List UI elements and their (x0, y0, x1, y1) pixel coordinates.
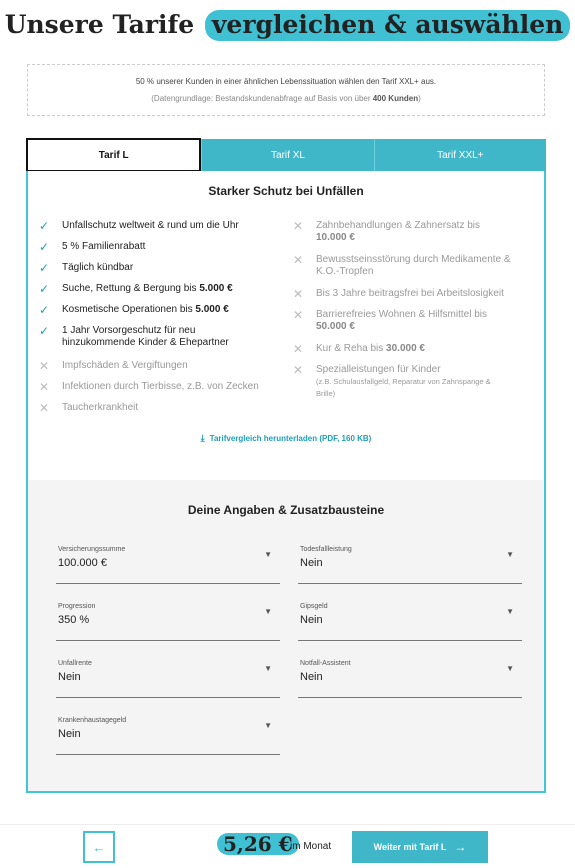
feature-text-part: Suche, Rettung & Bergung bis (62, 283, 200, 294)
feature-text (62, 283, 233, 295)
dropdown-arrow-icon: ▼ (264, 607, 272, 616)
gipsgeld-select[interactable] (298, 603, 522, 641)
dropdown-arrow-icon: ▼ (264, 721, 272, 730)
field-label: Unfallrente (58, 660, 92, 667)
unfallrente-select[interactable] (56, 660, 280, 698)
continue-button[interactable] (352, 831, 488, 863)
feature-text-line1: 1 Jahr Vorsorgeschutz für neu (62, 325, 196, 336)
progression-select[interactable] (56, 603, 280, 641)
cross-icon: ✕ (293, 308, 304, 322)
check-icon: ✓ (39, 261, 50, 275)
price-period: im Monat (290, 841, 332, 852)
feature-text (316, 220, 480, 244)
check-icon: ✓ (39, 219, 50, 233)
tariff-panel (26, 171, 546, 793)
feature-text: Impfschäden & Vergiftungen (62, 360, 188, 371)
cross-icon: ✕ (293, 219, 304, 233)
download-comparison-link[interactable] (28, 433, 544, 444)
field-value: Nein (300, 671, 323, 683)
headline-highlight: vergleichen & auswählen (205, 10, 570, 41)
info-source-prefix: (Datengrundlage: Bestandskundenabfrage auf Basis von über (151, 94, 373, 103)
feature-text: Täglich kündbar (62, 262, 134, 273)
field-value: Nein (58, 728, 81, 740)
download-label: Tarifvergleich herunterladen (PDF, 160 KB) (209, 434, 372, 443)
cross-icon: ✕ (39, 359, 50, 373)
price-footer (0, 824, 575, 868)
monthly-price: 5,26 € (217, 833, 299, 855)
feature-item (293, 364, 538, 404)
feature-amount: 5.000 € (195, 304, 229, 315)
dropdown-arrow-icon: ▼ (264, 550, 272, 559)
tab-tarif-xl[interactable]: Tarif XL (201, 139, 373, 171)
page-headline (0, 10, 575, 39)
info-source (28, 94, 544, 103)
field-label: Progression (58, 603, 96, 610)
field-label: Todesfallleistung (300, 546, 352, 553)
todesfallleistung-select[interactable] (298, 546, 522, 584)
info-source-count: 400 Kunden (372, 94, 419, 103)
dropdown-arrow-icon: ▼ (264, 664, 272, 673)
feature-text-line1: Bewusstseinsstörung durch Medikamente & (316, 254, 511, 265)
info-source-suffix: ) (418, 94, 421, 103)
notfall-assistent-select[interactable] (298, 660, 522, 698)
tab-tarif-l[interactable]: Tarif L (26, 138, 201, 172)
field-label: Krankenhaustagegeld (58, 717, 127, 724)
feature-text (316, 343, 425, 355)
dropdown-arrow-icon: ▼ (506, 664, 514, 673)
cross-icon: ✕ (293, 342, 304, 356)
options-section (28, 480, 544, 791)
field-value: Nein (58, 671, 81, 683)
dropdown-arrow-icon: ▼ (506, 550, 514, 559)
feature-text: Infektionen durch Tierbisse, z.B. von Zecken (62, 381, 259, 392)
field-label: Notfall-Assistent (300, 660, 351, 667)
feature-text: Unfallschutz weltweit & rund um die Uhr (62, 220, 239, 231)
feature-text (62, 325, 229, 349)
dropdown-arrow-icon: ▼ (506, 607, 514, 616)
info-line: 50 % unserer Kunden in einer ähnlichen Lebenssituation wählen den Tarif XXL+ aus. (135, 77, 437, 86)
feature-text: Taucherkrankheit (62, 402, 139, 413)
feature-item (293, 220, 538, 246)
feature-amount: 30.000 € (386, 343, 425, 354)
feature-amount: 5.000 € (199, 283, 233, 294)
feature-text (316, 254, 511, 278)
versicherungssumme-select[interactable] (56, 546, 280, 584)
arrow-left-icon: ← (92, 839, 106, 855)
feature-text-part: Kosmetische Operationen bis (62, 304, 196, 315)
feature-text (316, 309, 487, 333)
field-value: 350 % (58, 614, 90, 626)
cross-icon: ✕ (293, 363, 304, 377)
feature-text (316, 364, 491, 400)
feature-text-line2: hinzukommende Kinder & Ehepartner (62, 337, 229, 348)
feature-text-line1: Barrierefreies Wohnen & Hilfsmittel bis (316, 309, 487, 320)
feature-text (62, 304, 229, 316)
download-icon: ⤓ (200, 433, 205, 443)
feature-note-line2: Brille) (316, 389, 336, 398)
tab-tarif-xxl-plus[interactable]: Tarif XXL+ (374, 139, 546, 171)
feature-item (293, 254, 538, 280)
feature-text-part: Kur & Reha bis (316, 343, 387, 354)
cross-icon: ✕ (39, 401, 50, 415)
field-value: 100.000 € (58, 557, 107, 569)
coverage-section (28, 171, 544, 480)
field-label: Versicherungssumme (58, 546, 126, 553)
feature-text: 5 % Familienrabatt (62, 241, 146, 252)
check-icon: ✓ (39, 324, 50, 338)
field-value: Nein (300, 614, 323, 626)
feature-note-line1: (z.B. Schulausfallgeld, Reparatur von Zahnspange & (316, 377, 491, 386)
headline-plain: Unsere Tarife (4, 10, 195, 39)
tariff-tabs (26, 139, 546, 171)
check-icon: ✓ (39, 240, 50, 254)
options-title: Deine Angaben & Zusatzbausteine (187, 503, 385, 517)
cross-icon: ✕ (39, 380, 50, 394)
field-label: Gipsgeld (300, 603, 328, 610)
feature-item (39, 325, 289, 351)
feature-amount: 50.000 € (316, 321, 355, 332)
arrow-right-icon: → (454, 840, 467, 854)
cross-icon: ✕ (293, 287, 304, 301)
field-value: Nein (300, 557, 323, 569)
cross-icon: ✕ (293, 253, 304, 267)
feature-amount: 10.000 € (316, 232, 355, 243)
back-button[interactable] (83, 831, 115, 863)
feature-text-line2: K.O.-Tropfen (316, 266, 374, 277)
check-icon: ✓ (39, 282, 50, 296)
feature-text-line1: Zahnbehandlungen & Zahnersatz bis (316, 220, 481, 231)
check-icon: ✓ (39, 303, 50, 317)
feature-item (293, 309, 538, 335)
coverage-title: Starker Schutz bei Unfällen (208, 184, 364, 198)
feature-text-line1: Spezialleistungen für Kinder (316, 364, 441, 375)
krankenhaustagegeld-select[interactable] (56, 717, 280, 755)
continue-label: Weiter mit Tarif L (373, 842, 447, 852)
customer-choice-info (27, 64, 545, 116)
feature-text: Bis 3 Jahre beitragsfrei bei Arbeitslosigkeit (316, 288, 504, 299)
